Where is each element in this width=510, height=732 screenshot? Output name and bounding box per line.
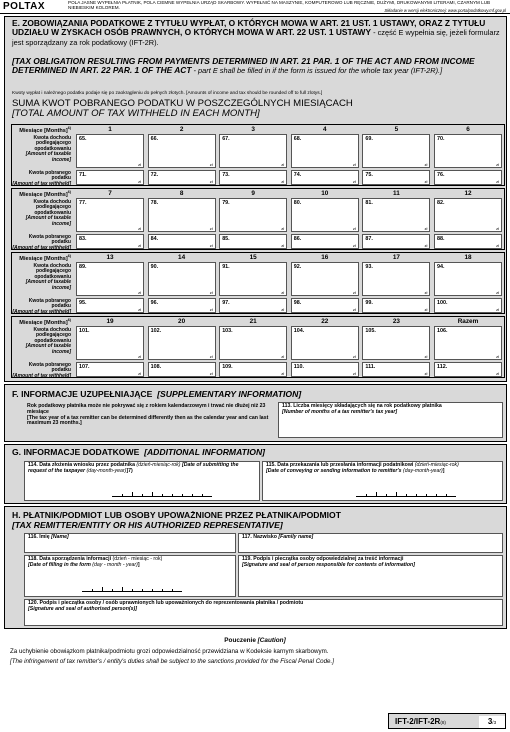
- income-label: Kwota dochodu podlegającego opodatkowaniu [Amount of taxable income]: [25, 263, 71, 291]
- month-number: 20: [178, 318, 186, 325]
- month-number: 8: [179, 190, 184, 197]
- fill-notice: POLA JASNE WYPEŁNIA PŁATNIK, POLA CIEMNE WYPEŁNIA URZĄD SKARBOWY. WYPEŁNIĆ NA MASZYNIE, KOMPUTEROWO LUB RĘCZNIE, DUŻYMI, DRUKOWANYMI LITERAMI, CZARNYM LUB NIEBIESKIM KOLOREM.: [68, 0, 491, 11]
- field-number: 79.: [222, 200, 230, 206]
- tax-amount-field[interactable]: [434, 170, 502, 185]
- field-118-date[interactable]: 118. Data sporządzenia informacji (dzień - miesiąc - rok) [Date of filling in the form (day - month - year)]: [24, 555, 236, 597]
- electronic-notice: Składanie w wersji elektronicznej: www.portalpodatkowy.mf.gov.pl: [384, 8, 506, 13]
- income-amount-field[interactable]: [291, 198, 359, 232]
- currency-label: zł: [138, 307, 141, 312]
- month-number: 12: [464, 190, 472, 197]
- field-number: 75.: [365, 172, 373, 178]
- field-number: 103.: [222, 328, 233, 334]
- income-amount-field[interactable]: [362, 198, 430, 232]
- date-tick: [152, 492, 153, 497]
- date-tick: [92, 589, 93, 592]
- date-tick: [142, 494, 143, 497]
- income-amount-field[interactable]: [219, 134, 287, 168]
- income-amount-field[interactable]: [76, 326, 144, 360]
- field-number: 78.: [150, 200, 159, 206]
- currency-label: zł: [424, 226, 428, 231]
- tax-amount-field[interactable]: [291, 362, 359, 377]
- currency-label: zł: [424, 354, 428, 359]
- date-tick: [172, 589, 173, 592]
- field-number: 91.: [222, 264, 230, 270]
- month-number: 11: [393, 190, 400, 197]
- field-number: 96.: [150, 300, 159, 306]
- tax-amount-field[interactable]: [148, 298, 216, 313]
- field-number: 73.: [222, 172, 230, 178]
- currency-label: zł: [209, 290, 213, 295]
- field-number: 109.: [222, 364, 233, 370]
- tax-amount-field[interactable]: [219, 170, 287, 185]
- currency-label: zł: [209, 307, 213, 312]
- income-amount-field[interactable]: [434, 198, 502, 232]
- income-amount-field[interactable]: [76, 134, 144, 168]
- month-number: 22: [321, 318, 329, 325]
- field-number: 99.: [365, 300, 373, 306]
- field-number: 95.: [79, 300, 87, 306]
- field-number: 98.: [293, 300, 302, 306]
- tax-amount-field[interactable]: [291, 298, 359, 313]
- form-id: IFT-2/IFT-2R(8): [395, 717, 446, 726]
- currency-label: zł: [209, 243, 213, 248]
- month-number: 16: [321, 254, 329, 261]
- field-number: 93.: [365, 264, 373, 270]
- field-119-signature[interactable]: 119. Podpis i pieczątka osoby odpowiedzialnej za treść informacji [Signature and seal of person responsible for contents of information]: [238, 555, 503, 597]
- tax-amount-field[interactable]: [76, 234, 144, 249]
- months-label: Miesiące [Months]$^{6)}$: [19, 318, 71, 326]
- field-115[interactable]: 115. Data przekazania lub przesłania informacji podatnikowi (dzień-miesiąc-rok) [Date of conveying or sending information to remitter's (day-month-year)]: [262, 461, 503, 501]
- currency-label: zł: [281, 162, 285, 167]
- field-number: 71.: [79, 172, 87, 178]
- suma-heading: SUMA KWOT POBRANEGO PODATKU W POSZCZEGÓLNYCH MIESIĄCACH [TOTAL AMOUNT OF TAX WITHHELD IN EACH MONTH]: [12, 98, 353, 120]
- currency-label: zł: [424, 162, 428, 167]
- currency-label: zł: [352, 290, 356, 295]
- income-amount-field[interactable]: [148, 326, 216, 360]
- income-amount-field[interactable]: [362, 326, 430, 360]
- month-number: 23: [392, 318, 400, 325]
- currency-label: zł: [281, 243, 285, 248]
- income-label: Kwota dochodu podlegającego opodatkowaniu [Amount of taxable income]: [25, 327, 71, 355]
- income-amount-field[interactable]: [219, 262, 287, 296]
- tax-label: Kwota pobranego podatku [Amount of tax withheld]: [12, 170, 71, 187]
- currency-label: zł: [281, 307, 285, 312]
- tax-amount-field[interactable]: [434, 234, 502, 249]
- month-block: [11, 188, 505, 250]
- field-number: 84.: [150, 236, 159, 242]
- section-f-title: F. INFORMACJE UZUPEŁNIAJĄCE [SUPPLEMENTARY INFORMATION]: [12, 389, 302, 399]
- tax-label: Kwota pobranego podatku [Amount of tax withheld]: [12, 298, 71, 315]
- currency-label: zł: [424, 290, 428, 295]
- income-amount-field[interactable]: [434, 326, 502, 360]
- field-number: 97.: [222, 300, 230, 306]
- date-tick: [132, 589, 133, 592]
- month-block: [11, 124, 505, 186]
- month-number: 18: [464, 254, 472, 261]
- date-tick: [162, 589, 163, 592]
- tax-amount-field[interactable]: [76, 362, 144, 377]
- field-number: 105.: [365, 328, 376, 334]
- field-number: 77.: [79, 200, 87, 206]
- field-number: 65.: [79, 136, 87, 142]
- field-number: 88.: [437, 236, 445, 242]
- date-tick: [192, 494, 193, 497]
- field-number: 69.: [365, 136, 373, 142]
- month-number: 2: [179, 126, 184, 133]
- month-number: 19: [106, 318, 114, 325]
- field-114[interactable]: 114. Data złożenia wniosku przez podatnika (dzień-miesiąc-rok) [Date of submitting the request of the taxpayer (day-month-year)]7): [24, 461, 260, 501]
- income-amount-field[interactable]: [362, 262, 430, 296]
- form-header: [0, 0, 510, 14]
- month-number: 7: [108, 190, 112, 197]
- months-label: Miesiące [Months]$^{6)}$: [19, 254, 71, 262]
- field-number: 101.: [79, 328, 90, 334]
- tax-label: Kwota pobranego podatku [Amount of tax withheld]: [12, 362, 71, 379]
- currency-label: zł: [352, 226, 356, 231]
- caution-text-pl: Za uchybienie obowiązkom płatnika/podmiotu grozi odpowiedzialność przewidziana w Kodeksie karnym skarbowym.: [10, 648, 329, 655]
- tax-amount-field[interactable]: [362, 362, 430, 377]
- date-tick: [122, 494, 123, 497]
- field-number: 102.: [150, 328, 162, 334]
- date-tick: [406, 494, 407, 497]
- rounding-note: Kwoty wypłat i należnego podatku podaje się po zaokrągleniu do pełnych złotych. [Amounts of income and tax should be rounded off to full zlotys.]: [12, 91, 323, 96]
- currency-label: zł: [424, 307, 428, 312]
- month-number: 5: [394, 126, 399, 133]
- field-number: 81.: [365, 200, 373, 206]
- date-tick: [132, 492, 133, 497]
- month-number: 15: [249, 254, 257, 261]
- currency-label: zł: [496, 162, 499, 167]
- month-number: 17: [392, 254, 400, 261]
- currency-label: zł: [138, 354, 141, 359]
- tax-amount-field[interactable]: [219, 298, 287, 313]
- currency-label: zł: [281, 371, 285, 376]
- currency-label: zł: [281, 179, 285, 184]
- field-number: 83.: [79, 236, 87, 242]
- currency-label: zł: [352, 243, 356, 248]
- tax-year-note: Rok podatkowy płatnika może nie pokrywać się z rokiem kalendarzowym i trwać nie dłużej niż 23 miesiące [The tax year of a tax remitter can be determined differently then as the calendar year and can last maximum 23 months.]: [24, 403, 274, 437]
- income-amount-field[interactable]: [434, 262, 502, 296]
- currency-label: zł: [138, 371, 141, 376]
- income-amount-field[interactable]: [148, 262, 216, 296]
- date-tick: [122, 587, 123, 592]
- section-e-title-en: [TAX OBLIGATION RESULTING FROM PAYMENTS DETERMINED IN ART. 21 PAR. 1 OF THE ACT AND FROM INCOME DETERMINED IN ART. 22 PAR. 1 OF THE ACT - part E shall be filled in if the form is issued for the whole tax year (IFT-2R).]: [12, 56, 475, 76]
- month-block: [11, 316, 505, 378]
- currency-label: zł: [424, 371, 428, 376]
- income-amount-field[interactable]: [219, 198, 287, 232]
- date-tick: [102, 587, 103, 592]
- field-number: 90.: [150, 264, 159, 270]
- month-number: 10: [321, 190, 329, 197]
- date-tick: [182, 494, 183, 497]
- date-tick: [162, 494, 163, 497]
- currency-label: zł: [352, 179, 356, 184]
- page-number: 3/3: [479, 716, 505, 728]
- date-tick: [142, 589, 143, 592]
- tax-amount-field[interactable]: [291, 170, 359, 185]
- month-number: 4: [323, 126, 327, 133]
- field-number: 111.: [365, 364, 376, 370]
- currency-label: zł: [352, 354, 356, 359]
- currency-label: zł: [138, 162, 141, 167]
- income-amount-field[interactable]: [434, 134, 502, 168]
- currency-label: zł: [138, 290, 141, 295]
- tax-amount-field[interactable]: [219, 362, 287, 377]
- currency-label: zł: [496, 243, 499, 248]
- date-tick: [446, 494, 447, 497]
- field-number: 82.: [437, 200, 445, 206]
- field-number: 106.: [437, 328, 448, 334]
- currency-label: zł: [281, 226, 285, 231]
- date-tick: [426, 494, 427, 497]
- currency-label: zł: [424, 243, 428, 248]
- brand-poltax: POLTAX: [3, 1, 46, 12]
- currency-label: zł: [281, 290, 285, 295]
- field-number: 110.: [293, 364, 304, 370]
- date-tick: [396, 492, 397, 497]
- field-number: 112.: [437, 364, 448, 370]
- field-number: 68.: [293, 136, 302, 142]
- date-tick: [376, 492, 377, 497]
- caution-title: Pouczenie [Caution]: [224, 637, 286, 644]
- months-label: Miesiące [Months]$^{6)}$: [19, 126, 71, 134]
- tax-amount-field[interactable]: [362, 170, 430, 185]
- field-number: 92.: [293, 264, 302, 270]
- tax-amount-field[interactable]: [148, 170, 216, 185]
- form-footer: [388, 713, 506, 729]
- field-number: 104.: [293, 328, 305, 334]
- currency-label: zł: [209, 179, 213, 184]
- field-number: 67.: [222, 136, 230, 142]
- field-113[interactable]: 113. Liczba miesięcy składających się na rok podatkowy płatnika [Number of months of a tax remitter's tax year]: [278, 402, 503, 438]
- currency-label: zł: [352, 162, 356, 167]
- field-number: 66.: [150, 136, 159, 142]
- currency-label: zł: [496, 226, 499, 231]
- income-amount-field[interactable]: [291, 326, 359, 360]
- currency-label: zł: [496, 307, 499, 312]
- month-number: 13: [106, 254, 114, 261]
- currency-label: zł: [209, 371, 213, 376]
- month-number: 21: [249, 318, 257, 325]
- currency-label: zł: [496, 179, 499, 184]
- field-number: 86.: [293, 236, 302, 242]
- currency-label: zł: [138, 226, 141, 231]
- currency-label: zł: [209, 226, 213, 231]
- tax-amount-field[interactable]: [434, 298, 502, 313]
- tax-amount-field[interactable]: [362, 298, 430, 313]
- field-number: 107.: [79, 364, 90, 370]
- currency-label: zł: [496, 371, 499, 376]
- income-label: Kwota dochodu podlegającego opodatkowaniu [Amount of taxable income]: [25, 199, 71, 227]
- tax-amount-field[interactable]: [76, 170, 144, 185]
- currency-label: zł: [209, 162, 213, 167]
- date-tick: [172, 494, 173, 497]
- field-number: 76.: [437, 172, 445, 178]
- section-g-title: G. INFORMACJE DODATKOWE [ADDITIONAL INFORMATION]: [12, 447, 266, 457]
- currency-label: zł: [352, 307, 356, 312]
- month-number: 9: [251, 190, 255, 197]
- date-tick: [416, 494, 417, 497]
- field-number: 80.: [293, 200, 302, 206]
- currency-label: zł: [496, 354, 499, 359]
- month-block: [11, 252, 505, 314]
- months-label: Miesiące [Months]$^{6)}$: [19, 190, 71, 198]
- field-number: 108.: [150, 364, 162, 370]
- month-number: 3: [251, 126, 255, 133]
- tax-amount-field[interactable]: [76, 298, 144, 313]
- month-number: Razem: [457, 318, 479, 325]
- currency-label: zł: [424, 179, 428, 184]
- tax-label: Kwota pobranego podatku [Amount of tax withheld]: [12, 234, 71, 251]
- income-amount-field[interactable]: [291, 262, 359, 296]
- currency-label: zł: [138, 179, 141, 184]
- income-amount-field[interactable]: [362, 134, 430, 168]
- currency-label: zł: [138, 243, 141, 248]
- field-number: 85.: [222, 236, 230, 242]
- field-number: 70.: [437, 136, 445, 142]
- date-tick: [152, 589, 153, 592]
- month-number: 14: [178, 254, 186, 261]
- section-e-title: E. ZOBOWIĄZANIA PODATKOWE Z TYTUŁU WYPŁAT, O KTÓRYCH MOWA W ART. 21 UST. 1 USTAWY, ORAZ Z TYTUŁU UDZIAŁU W ZYSKACH OSÓB PRAWNYCH, O KTÓRYCH MOWA W ART. 22 UST. 1 USTAWY - część E wypełnia się, jeżeli formularz jest sporządzany za rok podatkowy (IFT-2R).: [12, 18, 500, 47]
- income-amount-field[interactable]: [219, 326, 287, 360]
- field-number: 94.: [437, 264, 445, 270]
- field-number: 89.: [79, 264, 87, 270]
- month-number: 1: [108, 126, 112, 133]
- currency-label: zł: [281, 354, 285, 359]
- field-number: 74.: [293, 172, 302, 178]
- income-label: Kwota dochodu podlegającego opodatkowaniu [Amount of taxable income]: [25, 135, 71, 163]
- income-amount-field[interactable]: [291, 134, 359, 168]
- caution-text-en: [The infringement of tax remitter's / entity's duties shall be subject to the sanctions provided for the Fiscal Penal Code.]: [10, 658, 334, 665]
- month-number: 6: [466, 126, 470, 133]
- currency-label: zł: [209, 354, 213, 359]
- field-number: 87.: [365, 236, 373, 242]
- date-tick: [202, 494, 203, 497]
- tax-amount-field[interactable]: [148, 234, 216, 249]
- field-number: 72.: [150, 172, 159, 178]
- income-amount-field[interactable]: [148, 198, 216, 232]
- field-116-name[interactable]: 116. Imię [Name]: [24, 533, 236, 553]
- tax-amount-field[interactable]: [219, 234, 287, 249]
- income-amount-field[interactable]: [76, 262, 144, 296]
- tax-amount-field[interactable]: [148, 362, 216, 377]
- date-tick: [386, 494, 387, 497]
- section-h-title: H. PŁATNIK/PODMIOT LUB OSOBY UPOWAŻNIONE PRZEZ PŁATNIKA/PODMIOT [TAX REMITTER/ENTITY OR HIS AUTHORIZED REPRESENTATIVE]: [12, 510, 341, 530]
- tax-amount-field[interactable]: [434, 362, 502, 377]
- tax-amount-field[interactable]: [291, 234, 359, 249]
- currency-label: zł: [496, 290, 499, 295]
- income-amount-field[interactable]: [76, 198, 144, 232]
- income-amount-field[interactable]: [148, 134, 216, 168]
- date-tick: [436, 494, 437, 497]
- tax-amount-field[interactable]: [362, 234, 430, 249]
- field-number: 100.: [437, 300, 448, 306]
- date-tick: [112, 589, 113, 592]
- date-tick: [366, 494, 367, 497]
- currency-label: zł: [352, 371, 356, 376]
- field-120-signature[interactable]: 120. Podpis i pieczątka osoby / osób uprawnionych lub upoważnionych do reprezentowania płatnika / podmiotu [Signature and seal of authorised person(s)]: [24, 599, 503, 626]
- field-117-family-name[interactable]: 117. Nazwisko [Family name]: [238, 533, 503, 553]
